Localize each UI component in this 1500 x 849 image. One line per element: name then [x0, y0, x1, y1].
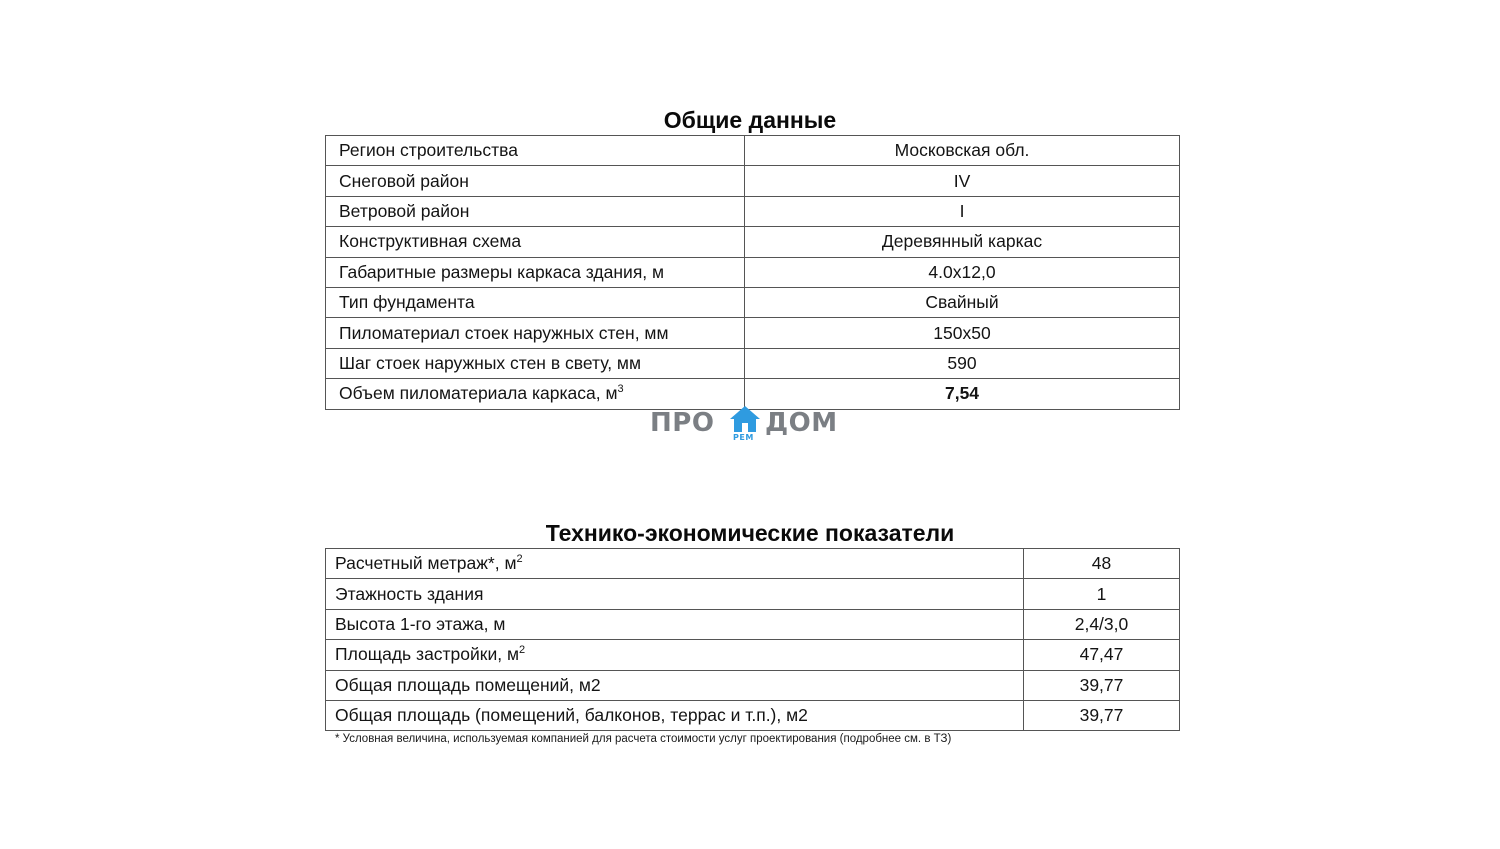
logo-watermark	[650, 404, 850, 444]
table-row	[326, 348, 1180, 378]
row-label: Регион строительства	[326, 136, 745, 166]
general-data-title: Общие данные	[663, 107, 837, 133]
row-label: Шаг стоек наружных стен в свету, мм	[326, 348, 745, 378]
table-row	[326, 700, 1180, 730]
row-value: 39,77	[1024, 700, 1180, 730]
row-value: 47,47	[1024, 640, 1180, 670]
unit-superscript: 2	[519, 644, 526, 657]
row-label: Общая площадь (помещений, балконов, террас и т.п.), м2	[326, 700, 1024, 730]
row-label: Высота 1-го этажа, м	[326, 609, 1024, 639]
row-value: 590	[745, 348, 1180, 378]
row-label-text: Площадь застройки, м	[335, 644, 519, 665]
row-value: I	[745, 196, 1180, 226]
logo-text-left: ПРО	[650, 408, 715, 438]
row-label: Тип фундамента	[326, 287, 745, 317]
row-value: 48	[1024, 549, 1180, 579]
row-value: 1	[1024, 579, 1180, 609]
row-value: 7,54	[745, 379, 1180, 409]
row-label	[326, 549, 1024, 579]
row-value: 4.0x12,0	[745, 257, 1180, 287]
unit-superscript: 3	[617, 383, 624, 396]
table-row	[326, 549, 1180, 579]
row-label: Общая площадь помещений, м2	[326, 670, 1024, 700]
row-label	[326, 640, 1024, 670]
table-row	[326, 136, 1180, 166]
row-label: Конструктивная схема	[326, 227, 745, 257]
table-row	[326, 287, 1180, 317]
table-row	[326, 640, 1180, 670]
row-label-text: Объем пиломатериала каркаса, м	[339, 383, 618, 404]
logo-subtext: РЕМ	[733, 433, 754, 442]
row-value: 150x50	[745, 318, 1180, 348]
row-value: 39,77	[1024, 670, 1180, 700]
logo-text-right: ДОМ	[765, 408, 838, 438]
row-value: Свайный	[745, 287, 1180, 317]
footnote: * Условная величина, используемая компанией для расчета стоимости услуг проектирования (подробнее см. в ТЗ)	[335, 733, 952, 745]
row-value: Московская обл.	[745, 136, 1180, 166]
table-row	[326, 318, 1180, 348]
house-icon	[729, 404, 761, 434]
row-value: IV	[745, 166, 1180, 196]
row-label: Этажность здания	[326, 579, 1024, 609]
general-data-table	[325, 135, 1180, 410]
table-row	[326, 609, 1180, 639]
tep-table	[325, 548, 1180, 731]
table-row	[326, 166, 1180, 196]
table-row	[326, 579, 1180, 609]
row-label: Снеговой район	[326, 166, 745, 196]
row-label: Пиломатериал стоек наружных стен, мм	[326, 318, 745, 348]
unit-superscript: 2	[516, 553, 523, 566]
table-row	[326, 670, 1180, 700]
row-label-text: Расчетный метраж*, м	[335, 553, 517, 574]
table-row	[326, 257, 1180, 287]
table-row	[326, 227, 1180, 257]
row-value: Деревянный каркас	[745, 227, 1180, 257]
row-label: Ветровой район	[326, 196, 745, 226]
row-value: 2,4/3,0	[1024, 609, 1180, 639]
row-label: Габаритные размеры каркаса здания, м	[326, 257, 745, 287]
table-row	[326, 196, 1180, 226]
tep-title: Технико-экономические показатели	[545, 520, 955, 546]
